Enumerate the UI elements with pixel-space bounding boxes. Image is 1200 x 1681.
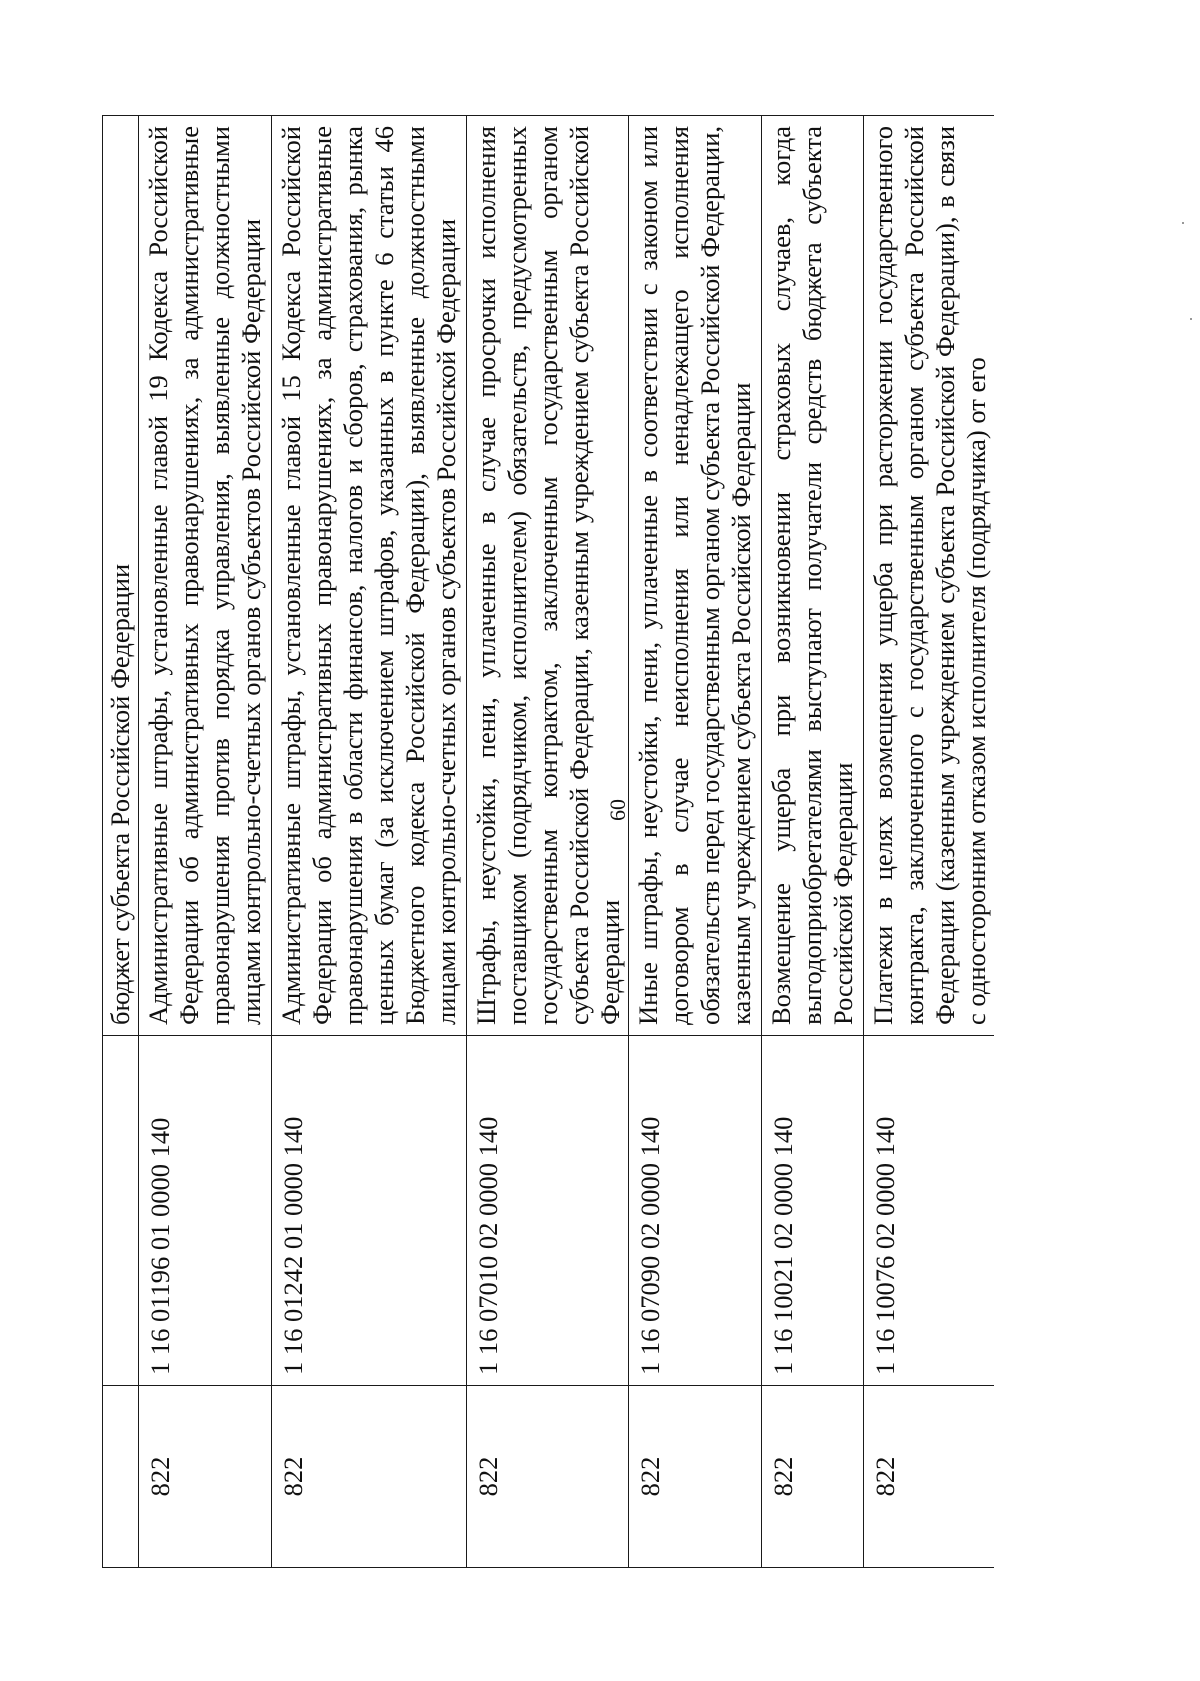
kbk-cell: 1 16 10021 02 0000 140 — [762, 1036, 864, 1386]
name-cell: Административные штрафы, установленные главой 19 Кодекса Российской Федерации об административных правонарушениях, за административные правонарушения против порядка управления, выявленные должностными лицами контрольно-счетных органов субъектов Российской Федерации — [139, 116, 272, 1036]
kbk-cell: 1 16 01242 01 0000 140 — [272, 1036, 467, 1386]
scan-speck — [1190, 318, 1192, 320]
revenue-codes-table — [102, 115, 994, 1568]
table-row — [467, 116, 629, 1568]
table-row — [272, 116, 467, 1568]
admin-code-cell — [103, 1386, 139, 1568]
scan-speck — [1182, 222, 1184, 224]
table-row — [762, 116, 864, 1568]
name-cell: Платежи в целях возмещения ущерба при расторжении государственного контракта, заключенного с государственным органом субъекта Российской Федерации (казенным учреждением субъекта Российской Федерации), в связи с односторонним отказом исполнителя (подрядчика) от его — [864, 116, 995, 1036]
rotated-page — [102, 116, 1000, 1568]
kbk-cell: 1 16 10076 02 0000 140 — [864, 1036, 995, 1386]
admin-code-cell: 822 — [762, 1386, 864, 1568]
page-number: 60 — [605, 799, 630, 821]
kbk-cell: 1 16 07090 02 0000 140 — [629, 1036, 762, 1386]
table-row — [629, 116, 762, 1568]
table-row — [139, 116, 272, 1568]
table-row-continuation — [103, 116, 139, 1568]
kbk-cell — [103, 1036, 139, 1386]
name-cell: Штрафы, неустойки, пени, уплаченные в случае просрочки исполнения поставщиком (подрядчиком, исполнителем) обязательств, предусмотренных государственным контрактом, заключенным государственным органом субъекта Российской Федерации, казенным учреждением субъекта Российской Федерации — [467, 116, 629, 1036]
table-row — [864, 116, 995, 1568]
kbk-cell: 1 16 07010 02 0000 140 — [467, 1036, 629, 1386]
admin-code-cell: 822 — [629, 1386, 762, 1568]
name-cell: Иные штрафы, неустойки, пени, уплаченные в соответствии с законом или договором в случае неисполнения или ненадлежащего исполнения обязательств перед государственным органом субъекта Российской Федерации, казенным учреждением субъекта Российской Федерации — [629, 116, 762, 1036]
admin-code-cell: 822 — [272, 1386, 467, 1568]
admin-code-cell: 822 — [139, 1386, 272, 1568]
admin-code-cell: 822 — [467, 1386, 629, 1568]
name-cell: бюджет субъекта Российской Федерации — [103, 116, 139, 1036]
name-cell: Возмещение ущерба при возникновении страховых случаев, когда выгодоприобретателями выступают получатели средств бюджета субъекта Российской Федерации — [762, 116, 864, 1036]
admin-code-cell: 822 — [864, 1386, 995, 1568]
name-cell: Административные штрафы, установленные главой 15 Кодекса Российской Федерации об административных правонарушениях, за административные правонарушения в области финансов, налогов и сборов, страхования, рынка ценных бумаг (за исключением штрафов, указанных в пункте 6 статьи 46 Бюджетного кодекса Российской Федерации), выявленные должностными лицами контрольно-счетных органов субъектов Российской Федерации — [272, 116, 467, 1036]
kbk-cell: 1 16 01196 01 0000 140 — [139, 1036, 272, 1386]
